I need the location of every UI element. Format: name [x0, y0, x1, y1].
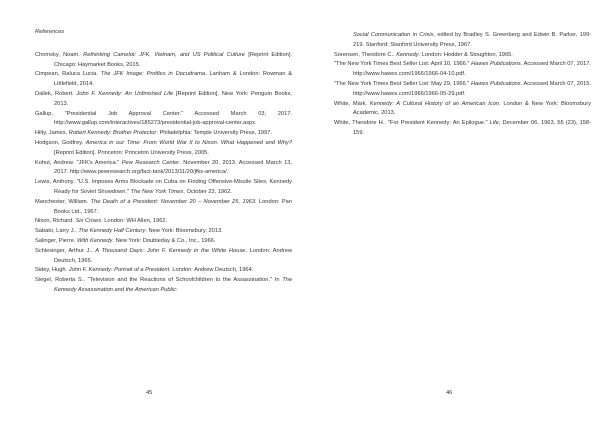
reference-entry — [35, 110, 292, 130]
reference-text: Hilty, James. — [35, 130, 69, 137]
reference-entry — [334, 60, 591, 80]
reference-title: The Kennedy Assassination and the American Public: — [54, 277, 292, 293]
reference-title: With Kennedy — [77, 237, 113, 244]
reference-title: The Kennedy Half Century — [78, 228, 146, 235]
reference-title: Robert Kennedy: Brother Protector — [68, 130, 157, 137]
references-column — [35, 28, 292, 296]
page-number: 46 — [446, 390, 453, 396]
reference-entry — [334, 119, 591, 139]
reference-text: . London: Hodder & Stoughton, 1965. — [418, 51, 513, 58]
reference-text: Hodgson, Godfrey. — [35, 139, 86, 146]
reference-title: Life — [489, 120, 499, 127]
reference-text: Gallup, "Presidential Job Approval Center." Accessed March 03, 2017. http://www.gallup.com/interactives/185273/presidential-job-approval-center.aspx. — [35, 110, 292, 127]
reference-text: Chomsky, Noam. — [35, 51, 84, 58]
reference-entry — [35, 159, 292, 179]
reference-title: Social Communication in Crisis — [353, 32, 434, 38]
reference-entry — [35, 247, 292, 267]
references-heading: References — [35, 29, 65, 35]
reference-entry — [334, 80, 591, 100]
reference-text: . Philadelphia: Temple University Press, 1997. — [156, 130, 272, 137]
reference-title: Kennedy: A Cultural History of an American Icon — [369, 100, 500, 107]
reference-text: Cimpean, Raluca Lucia. — [35, 71, 101, 78]
reference-text: . London: Andrew Deutsch, 1965. — [54, 247, 292, 264]
reference-text: . London: Pan Books Ltd., 1967. — [54, 198, 292, 215]
reference-text: . Accessed March 07, 2015. http://www.hawes.com/1966/1966-05-29.pdf. — [353, 80, 591, 97]
reference-list — [35, 51, 292, 296]
reference-text: Siegel, Roberta S.. "Television and the Reactions of Schoolchildren to the Assassination." In — [35, 277, 283, 284]
reference-text: White, Theodore H.. "For President Kennedy: An Epilogue." — [334, 120, 490, 127]
reference-title: The New York Times — [130, 188, 184, 195]
reference-text: , December 06, 1963, 55 (23), 158-159. — [353, 120, 591, 136]
reference-title: The JFK Image: Profiles in Docudrama — [100, 71, 206, 78]
reference-text: [Reprint Edition]. Chicago: Haymarket Books, 2015. — [54, 51, 292, 68]
reference-entry — [35, 139, 292, 159]
reference-text: Salinger, Pierre. — [35, 237, 78, 244]
page-46 — [300, 0, 600, 424]
reference-entry — [35, 70, 292, 90]
reference-text: , October 23, 1962. — [183, 188, 232, 195]
reference-title: Hawes Publications — [470, 80, 521, 87]
reference-text: . London & New York: Bloomsbury Academic, 2013. — [353, 100, 592, 117]
reference-title: John F. Kennedy: Portrait of a President — [68, 267, 170, 274]
reference-text: Dallek, Robert. — [35, 90, 77, 97]
reference-title: America in our Time: From World War II to Nixon. What Happened and Why? — [85, 139, 292, 146]
reference-text: . November 20, 2013. Accessed March 13, 2017. http://www.pewresearch.org/fact-tank/2013/11/20/jfks-america/. — [54, 159, 293, 176]
reference-text: . London: WH Allen, 1962. — [101, 218, 168, 225]
reference-title: Pew Research Center — [121, 159, 180, 166]
reference-text: Sabato, Larry J.. — [35, 228, 79, 235]
reference-text: "The New York Times Best Seller List: May 29, 1966." — [334, 80, 471, 87]
reference-text: Manchester, William. — [35, 198, 91, 205]
reference-list — [334, 51, 591, 139]
reference-title: John F. Kennedy: An Unfinished Life — [76, 90, 174, 97]
reference-text: . London: Andrew Deutsch, 1964. — [169, 267, 254, 274]
reference-entry — [35, 90, 292, 110]
reference-text: Kohut, Andrew. "JFK's America." — [35, 159, 122, 166]
reference-title: Rethinking Camelot: JFK, Vietnam, and US Political Culture — [83, 51, 245, 58]
reference-text: [Reprint Edition]. New York: Penguin Books, 2013. — [54, 90, 292, 107]
reference-title: The Death of a President: November 20 – November 25, 1963 — [90, 198, 256, 205]
reference-entry — [35, 51, 292, 71]
reference-entry — [35, 129, 292, 139]
reference-entry — [35, 266, 292, 276]
reference-text: , edited by Bradley S. Greenberg and Edwin B. Parker, 199-219. Stanford: Stanford University Press, 1967. — [353, 32, 591, 48]
reference-text: Lewis, Anthony. "U.S. Imposes Arms Blockade on Cuba on Finding Offensive-Missile Sites; Kennedy Ready for Soviet Showdown." — [35, 179, 292, 195]
reference-text: . Lanham & London: Rowman & Littlefield, 2014. — [54, 71, 292, 88]
reference-entry — [35, 227, 292, 237]
reference-text: White, Mark. — [334, 100, 370, 107]
reference-entry — [334, 51, 591, 61]
reference-entry — [35, 276, 292, 296]
reference-title: Kennedy — [396, 51, 419, 58]
reference-text: Sorensen, Theodore C.. — [334, 51, 397, 58]
reference-entry — [35, 198, 292, 218]
reference-continuation — [334, 31, 591, 51]
reference-text: . New York: Doubleday & Co., Inc., 1966. — [112, 237, 216, 244]
reference-entry — [35, 237, 292, 247]
reference-title: Six Crises — [75, 218, 102, 225]
reference-title: Hawes Publications — [471, 61, 521, 68]
page-number: 45 — [146, 390, 153, 396]
reference-entry — [334, 100, 591, 120]
reference-title: A Thousand Days: John F. Kennedy in the White House — [95, 247, 246, 254]
reference-text: Schlesinger, Arthur J.. — [35, 247, 96, 254]
reference-entry — [35, 178, 292, 198]
references-column — [334, 31, 591, 139]
reference-text: . Accessed March 07, 2017. http://www.hawes.com/1966/1966-04-10.pdf. — [353, 61, 592, 78]
reference-text: Sidey, Hugh. — [35, 267, 69, 274]
reference-text: "The New York Times Best Seller List: April 10, 1966." — [334, 61, 472, 68]
reference-text: [Reprint Edition]. Princeton: Princeton University Press, 2005. — [54, 149, 209, 156]
reference-text: . New York: Bloomsbury, 2013. — [145, 228, 223, 235]
reference-entry — [35, 217, 292, 227]
reference-text: Nixon, Richard. — [35, 218, 76, 225]
